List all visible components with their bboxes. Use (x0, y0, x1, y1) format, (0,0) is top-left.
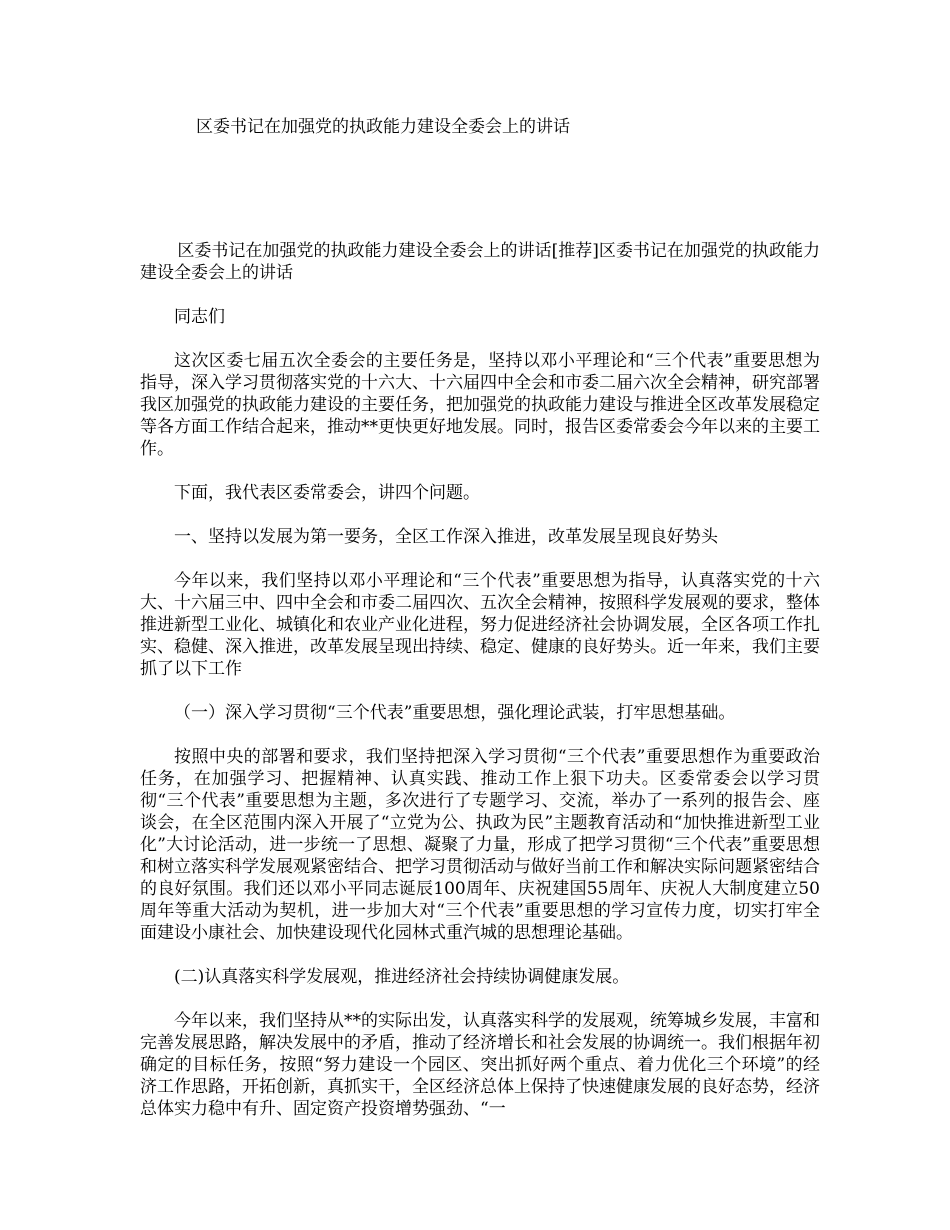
paragraph-intro: 这次区委七届五次全委会的主要任务是，坚持以邓小平理论和“三个代表”重要思想为指导，深入学习贯彻落实党的十六大、十六届四中全会和市委二届六次全会精神，研究部署我区加强党的执政能力建设的主要任务，把加强党的执政能力建设与推进全区改革发展稳定等各方面工作结合起来，推动**更快更好地发展。同时，报告区委常委会今年以来的主要工作。 (140, 351, 820, 459)
paragraph-subsection-2: 今年以来，我们坚持从**的实际出发，认真落实科学的发展观，统筹城乡发展，丰富和完善发展思路，解决发展中的矛盾，推动了经济增长和社会发展的协调统一。我们根据年初确定的目标任务，按照“努力建设一个园区、突出抓好两个重点、着力优化三个环境”的经济工作思路，开拓创新，真抓实干，全区经济总体上保持了快速健康发展的良好态势，经济总体实力稳中有升、固定资产投资增势强劲、“一 (140, 1011, 820, 1119)
paragraph-section-1: 今年以来，我们坚持以邓小平理论和“三个代表”重要思想为指导，认真落实党的十六大、十六届三中、四中全会和市委二届四次、五次全会精神，按照科学发展观的要求，整体推进新型工业化、城镇化和农业产业化进程，努力促进经济社会协调发展，全区各项工作扎实、稳健、深入推进，改革发展呈现出持续、稳定、健康的良好势头。近一年来，我们主要抓了以下工作 (140, 571, 820, 679)
paragraph-subsection-1: 按照中央的部署和要求，我们坚持把深入学习贯彻“三个代表”重要思想作为重要政治任务，在加强学习、把握精神、认真实践、推动工作上狠下功夫。区委常委会以学习贯彻“三个代表”重要思想为主题，多次进行了专题学习、交流，举办了一系列的报告会、座谈会，在全区范围内深入开展了“立党为公、执政为民”主题教育活动和“加快推进新型工业化”大讨论活动，进一步统一了思想、凝聚了力量，形成了把学习贯彻“三个代表”重要思想和树立落实科学发展观紧密结合、把学习贯彻活动与做好当前工作和解决实际问题紧密结合的良好氛围。我们还以邓小平同志诞辰100周年、庆祝建国55周年、庆祝人大制度建立50周年等重大活动为契机，进一步加大对“三个代表”重要思想的学习宣传力度，切实打牢全面建设小康社会、加快建设现代化园林式重汽城的思想理论基础。 (140, 747, 820, 943)
document-body (140, 240, 820, 1142)
paragraph-heading-repeat: 区委书记在加强党的执政能力建设全委会上的讲话[推荐]区委书记在加强党的执政能力建设全委会上的讲话 (140, 241, 820, 283)
subsection-heading-2: (二)认真落实科学发展观，推进经济社会持续协调健康发展。 (174, 967, 630, 987)
section-heading-1: 一、坚持以发展为第一要务，全区工作深入推进，改革发展呈现良好势头 (174, 527, 718, 547)
subsection-heading-1: （一）深入学习贯彻“三个代表”重要思想，强化理论武装，打牢思想基础。 (174, 703, 736, 723)
paragraph-outline: 下面，我代表区委常委会，讲四个问题。 (174, 483, 480, 503)
document-title: 区委书记在加强党的执政能力建设全委会上的讲话 (196, 117, 570, 137)
paragraph-salutation: 同志们 (174, 307, 225, 327)
